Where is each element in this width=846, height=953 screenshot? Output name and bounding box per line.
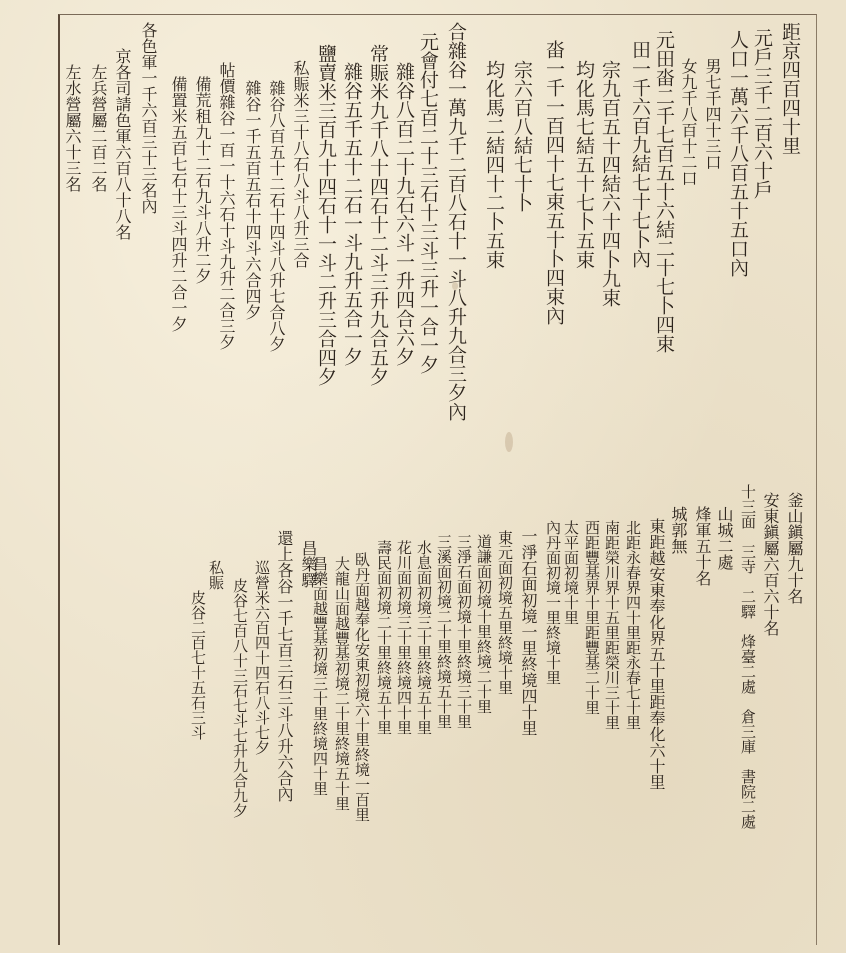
text-column: 宗六百八結七十卜 [511, 60, 533, 212]
text-column: 三淨石面初境十里終境三十里 [455, 534, 473, 729]
text-column: 還上各谷一千七百三石三斗八升六合內 [275, 530, 294, 802]
text-column: 皮谷二百七十五石三斗 [189, 590, 207, 740]
text-column: 壽民面初境二十里終境五十里 [375, 540, 393, 735]
text-column: 各色軍一千六百三十三名內 [139, 22, 158, 214]
text-column: 鹽賣米三百九十四石十一斗二升三合四夕 [315, 44, 337, 386]
text-column: 人口一萬六千八百五十五口內 [727, 30, 749, 277]
text-column: 雜谷一千五百五石十四斗六合四夕 [243, 80, 262, 320]
text-column: 私賑米三十八石八斗八升三合 [291, 60, 310, 268]
text-column: 男七千四十三口 [703, 58, 722, 170]
text-column: 東元面初境五里終境十里 [496, 530, 514, 695]
text-column: 南距榮川界十五里距榮川三十里 [603, 520, 621, 730]
text-column: 花川面初境三十里終境四十里 [395, 540, 413, 735]
text-column: 北距永春界四十里距永春七十里 [624, 520, 642, 730]
text-column: 雜谷八百五十二石十四斗八升七合八夕 [267, 80, 286, 352]
text-column: 備置米五百七石十三斗四升二合一夕 [169, 76, 188, 332]
text-column: 皮谷七百八十三石七斗七升九合九夕 [231, 578, 249, 818]
text-column: 巡營米六百四十四石八斗七夕 [253, 560, 271, 755]
text-column: 元會付七百二十三石十三斗三升一合一夕 [417, 32, 439, 374]
text-column: 距京四百四十里 [779, 22, 801, 155]
text-column: 安東鎭屬六百六十名 [761, 492, 780, 636]
text-column: 元戶三千二百六十戶 [751, 28, 773, 199]
text-column: 備荒租九十二石九斗八升二夕 [193, 76, 212, 284]
text-column: 均化馬二結四十二卜五束 [483, 60, 505, 269]
text-column: 田一千六百九結七十七卜內 [629, 40, 651, 268]
text-column: 十三面 三寺 二驛 烽臺二處 倉三庫 書院二處 [739, 484, 757, 829]
text-column: 雜谷五千五十二石一斗九升五合一夕 [341, 62, 363, 366]
text-column: 雜谷八百二十九石六斗一升四合六夕 [393, 62, 415, 366]
text-column: 昌樂驛 [299, 540, 318, 588]
text-column: 一淨石面初境一里終境四十里 [519, 528, 538, 736]
text-column: 合雜谷一萬九千二百八石十一斗八升九合三夕內 [445, 22, 467, 421]
text-column: 左水營屬六十三名 [63, 64, 82, 192]
text-column: 道謙面初境十里終境二十里 [475, 534, 493, 714]
text-column: 帖價雜谷一百一十六石十斗九升二合三夕 [217, 62, 236, 350]
text-column: 水息面初境三十里終境五十里 [415, 540, 433, 735]
text-column: 烽軍五十名 [693, 506, 712, 586]
text-column: 大龍山面越豐基初境二十里終境五十里 [333, 556, 351, 811]
text-column: 東距越安東奉化界五十里距奉化六十里 [647, 518, 666, 790]
ink-stain [505, 432, 513, 452]
text-column: 臥丹面越奉化安東初境六十里終境一百里 [353, 552, 371, 822]
text-column: 三溪面初境二十里終境五十里 [435, 534, 453, 729]
text-column: 元田畓二千七百五十六結二十七卜四束 [653, 30, 675, 353]
text-column: 均化馬七結五十七卜五束 [573, 60, 595, 269]
text-column: 昌樂面越豐基初境三十里終境四十里 [311, 556, 329, 796]
text-column: 內丹面初境一里終境十里 [544, 520, 562, 685]
text-column: 京各司請色軍六百八十八名 [113, 48, 132, 240]
text-column: 西距豐基界十里距豐基二十里 [583, 520, 601, 715]
text-column: 城郭無 [669, 506, 688, 554]
text-column: 釜山鎭屬九十名 [785, 492, 804, 604]
text-column: 太平面初境十里 [562, 520, 580, 625]
text-column: 常賑米九千八十四石十二斗三升九合五夕 [367, 44, 389, 386]
text-column: 左兵營屬二百二名 [89, 64, 108, 192]
text-column: 女九千八百十二口 [679, 58, 698, 186]
text-column: 畓一千一百四十七束五十卜四束內 [543, 40, 565, 325]
text-column: 私賑 [207, 560, 225, 590]
text-column: 宗九百五十四結六十四卜九束 [599, 60, 621, 307]
text-column: 山城二處 [715, 506, 734, 570]
